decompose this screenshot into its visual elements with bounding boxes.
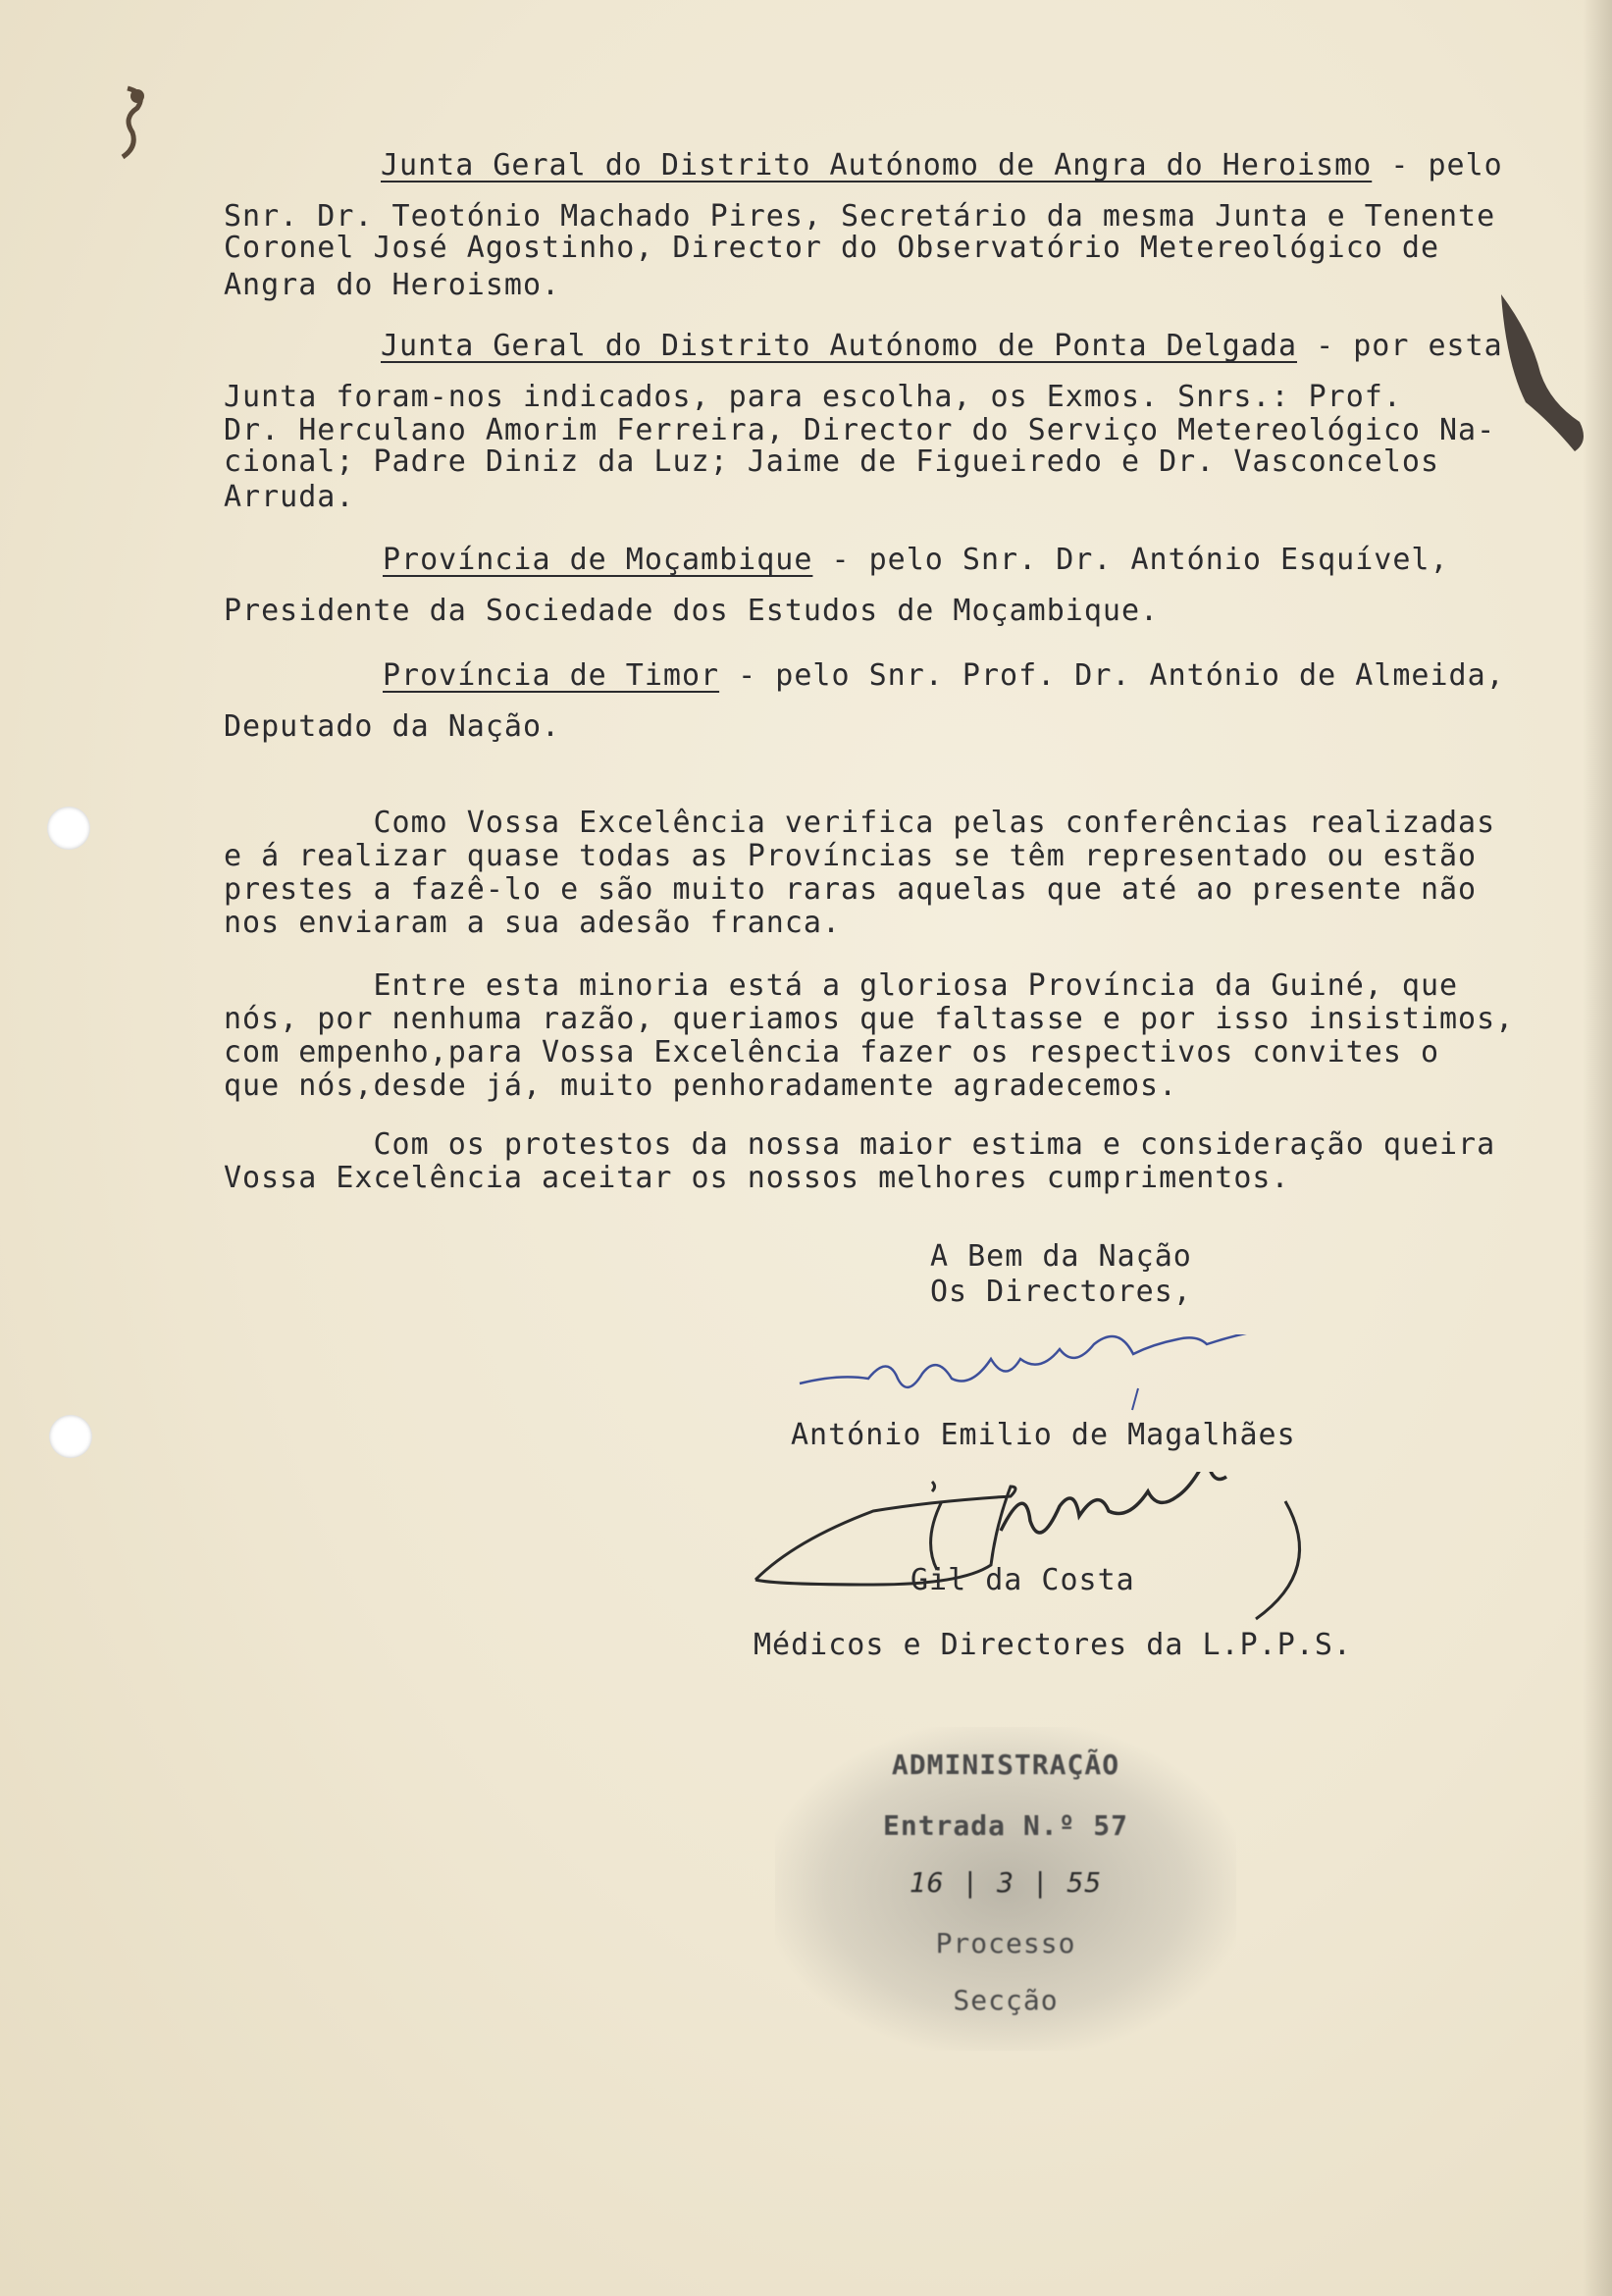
stamp-date: 16 | 3 | 55	[909, 1866, 1103, 1899]
admin-stamp	[775, 1727, 1236, 2051]
conferencias-line3: prestes a fazê-lo e são muito raras aquelas que até ao presente não	[224, 872, 1478, 907]
guine-line2: nós, por nenhuma razão, queriamos que faltasse e por isso insistimos,	[224, 1002, 1515, 1036]
signature-magalhaes	[785, 1334, 1354, 1413]
conferencias-line4: nos enviaram a sua adesão franca.	[224, 906, 842, 940]
signature-gil-da-costa	[736, 1472, 1364, 1639]
closing-line1: A Bem da Nação	[930, 1239, 1192, 1274]
signatories-role: Médicos e Directores da L.P.P.S.	[754, 1628, 1352, 1662]
angra-tail: - pelo	[1372, 148, 1503, 183]
timor-tail: - pelo Snr. Prof. Dr. António de Almeida,	[719, 658, 1505, 693]
heading-ponta: Junta Geral do Distrito Autónomo de Ponta Delgada	[381, 329, 1298, 363]
ink-mark-decoration	[98, 78, 167, 167]
guine-line1: Entre esta minoria está a gloriosa Província da Guiné, que	[224, 968, 1459, 1003]
protestos-line2: Vossa Excelência aceitar os nossos melhores cumprimentos.	[224, 1161, 1290, 1195]
conferencias-line1: Como Vossa Excelência verifica pelas conferências realizadas	[224, 806, 1496, 840]
guine-line3: com empenho,para Vossa Excelência fazer os respectivos convites o	[224, 1035, 1439, 1070]
stamp-line-1: ADMINISTRAÇÃO	[891, 1748, 1120, 1781]
angra-line4: Angra do Heroismo.	[224, 268, 561, 302]
heading-timor: Província de Timor	[383, 658, 720, 693]
signatory-name-2: Gil da Costa	[910, 1563, 1135, 1597]
paragraph-mocambique-line1	[383, 544, 1449, 577]
stamp-line-4: Processo	[935, 1927, 1076, 1959]
heading-mocambique: Província de Moçambique	[383, 543, 813, 577]
conferencias-line2: e á realizar quase todas as Províncias se têm representado ou estão	[224, 839, 1478, 873]
angra-line3: Coronel José Agostinho, Director do Observatório Metereológico de	[224, 231, 1439, 265]
ponta-line5: Arruda.	[224, 480, 355, 514]
mocambique-tail: - pelo Snr. Dr. António Esquível,	[812, 543, 1449, 577]
protestos-line1: Com os protestos da nossa maior estima e consideração queira	[224, 1127, 1496, 1162]
closing-line2: Os Directores,	[930, 1275, 1192, 1309]
angra-line2: Snr. Dr. Teotónio Machado Pires, Secretário da mesma Junta e Tenente	[224, 199, 1496, 234]
ponta-line3: Dr. Herculano Amorim Ferreira, Director do Serviço Metereológico Na-	[224, 413, 1496, 447]
stamp-line-2: Entrada N.º 57	[882, 1809, 1128, 1842]
stamp-line-5: Secção	[953, 1984, 1059, 2016]
signatory-name-1: António Emilio de Magalhães	[791, 1418, 1296, 1452]
timor-line2: Deputado da Nação.	[224, 709, 561, 744]
heading-angra: Junta Geral do Distrito Autónomo de Angra do Heroismo	[381, 148, 1373, 183]
ink-blot-decoration	[1482, 285, 1599, 471]
guine-line4: que nós,desde já, muito penhoradamente agradecemos.	[224, 1069, 1178, 1103]
punch-hole-top	[47, 807, 90, 850]
ponta-tail: - por esta	[1297, 329, 1503, 363]
ponta-line2: Junta foram-nos indicados, para escolha, os Exmos. Snrs.: Prof.	[224, 380, 1402, 414]
ponta-line4: cional; Padre Diniz da Luz; Jaime de Figueiredo e Dr. Vasconcelos	[224, 444, 1439, 479]
paragraph-angra-line1	[381, 149, 1503, 183]
paragraph-timor-line1	[383, 659, 1505, 693]
paragraph-ponta-line1	[381, 330, 1503, 363]
mocambique-line2: Presidente da Sociedade dos Estudos de Moçambique.	[224, 594, 1160, 628]
punch-hole-bottom	[49, 1415, 92, 1458]
